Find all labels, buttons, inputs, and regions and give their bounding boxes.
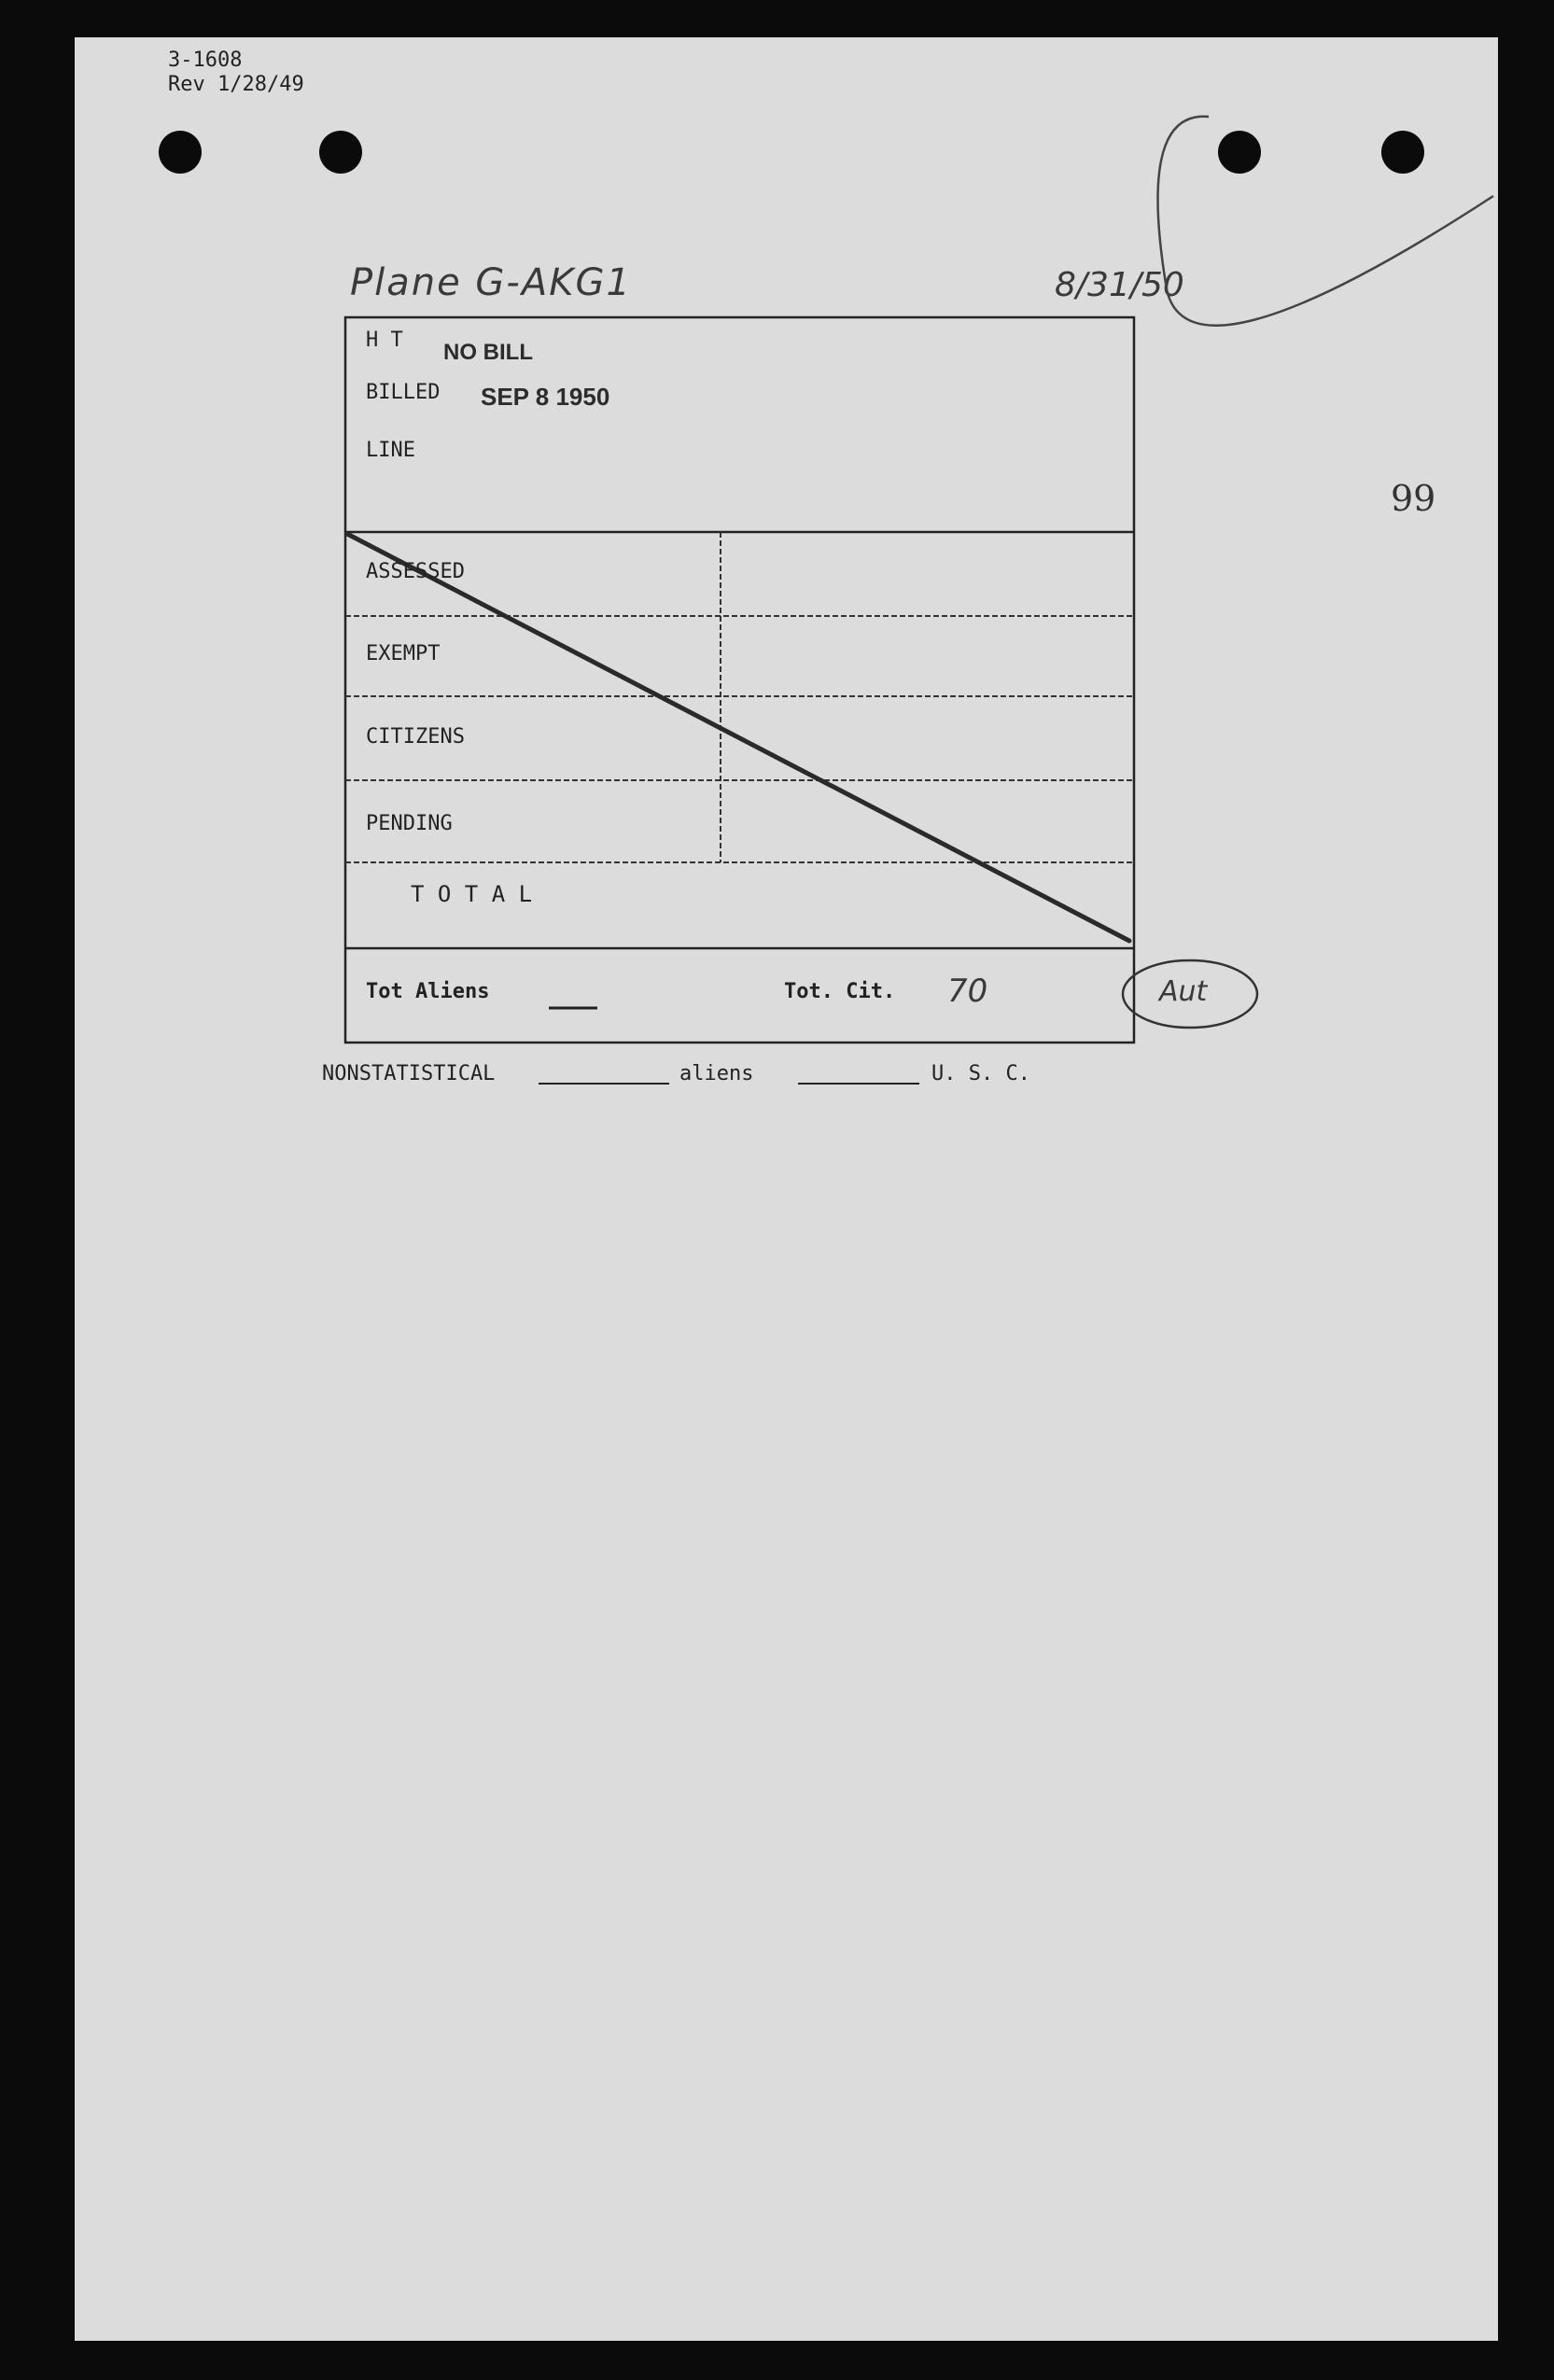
nonstatistical-label: NONSTATISTICAL (322, 1062, 496, 1085)
line-label: LINE (366, 439, 415, 462)
assessed-label: ASSESSED (366, 560, 465, 583)
form-revision: Rev 1/28/49 (168, 73, 304, 96)
date-handwriting: 8/31/50 (1055, 266, 1184, 304)
stamp-date: SEP 8 1950 (481, 383, 610, 411)
billed-label: BILLED (366, 381, 441, 404)
document-page (75, 37, 1498, 2341)
page-number: 99 (1391, 478, 1436, 519)
card-lines (75, 37, 1498, 2341)
total-label: T O T A L (411, 881, 533, 907)
ht-label: H T (366, 329, 403, 352)
usc-label: U. S. C. (931, 1062, 1030, 1085)
exempt-label: EXEMPT (366, 642, 441, 665)
aliens-label: aliens (679, 1062, 754, 1085)
plane-handwriting: Plane G-AKG1 (350, 261, 632, 304)
form-number: 3-1608 (168, 49, 243, 72)
initials-handwriting: Aut (1159, 975, 1208, 1008)
no-bill-stamp: NO BILL (443, 340, 533, 365)
citizens-label: CITIZENS (366, 725, 465, 749)
pending-label: PENDING (366, 812, 453, 835)
tot-aliens-label: Tot Aliens (366, 980, 490, 1003)
tot-cit-value: 70 (947, 973, 988, 1010)
tot-cit-label: Tot. Cit. (784, 980, 896, 1003)
